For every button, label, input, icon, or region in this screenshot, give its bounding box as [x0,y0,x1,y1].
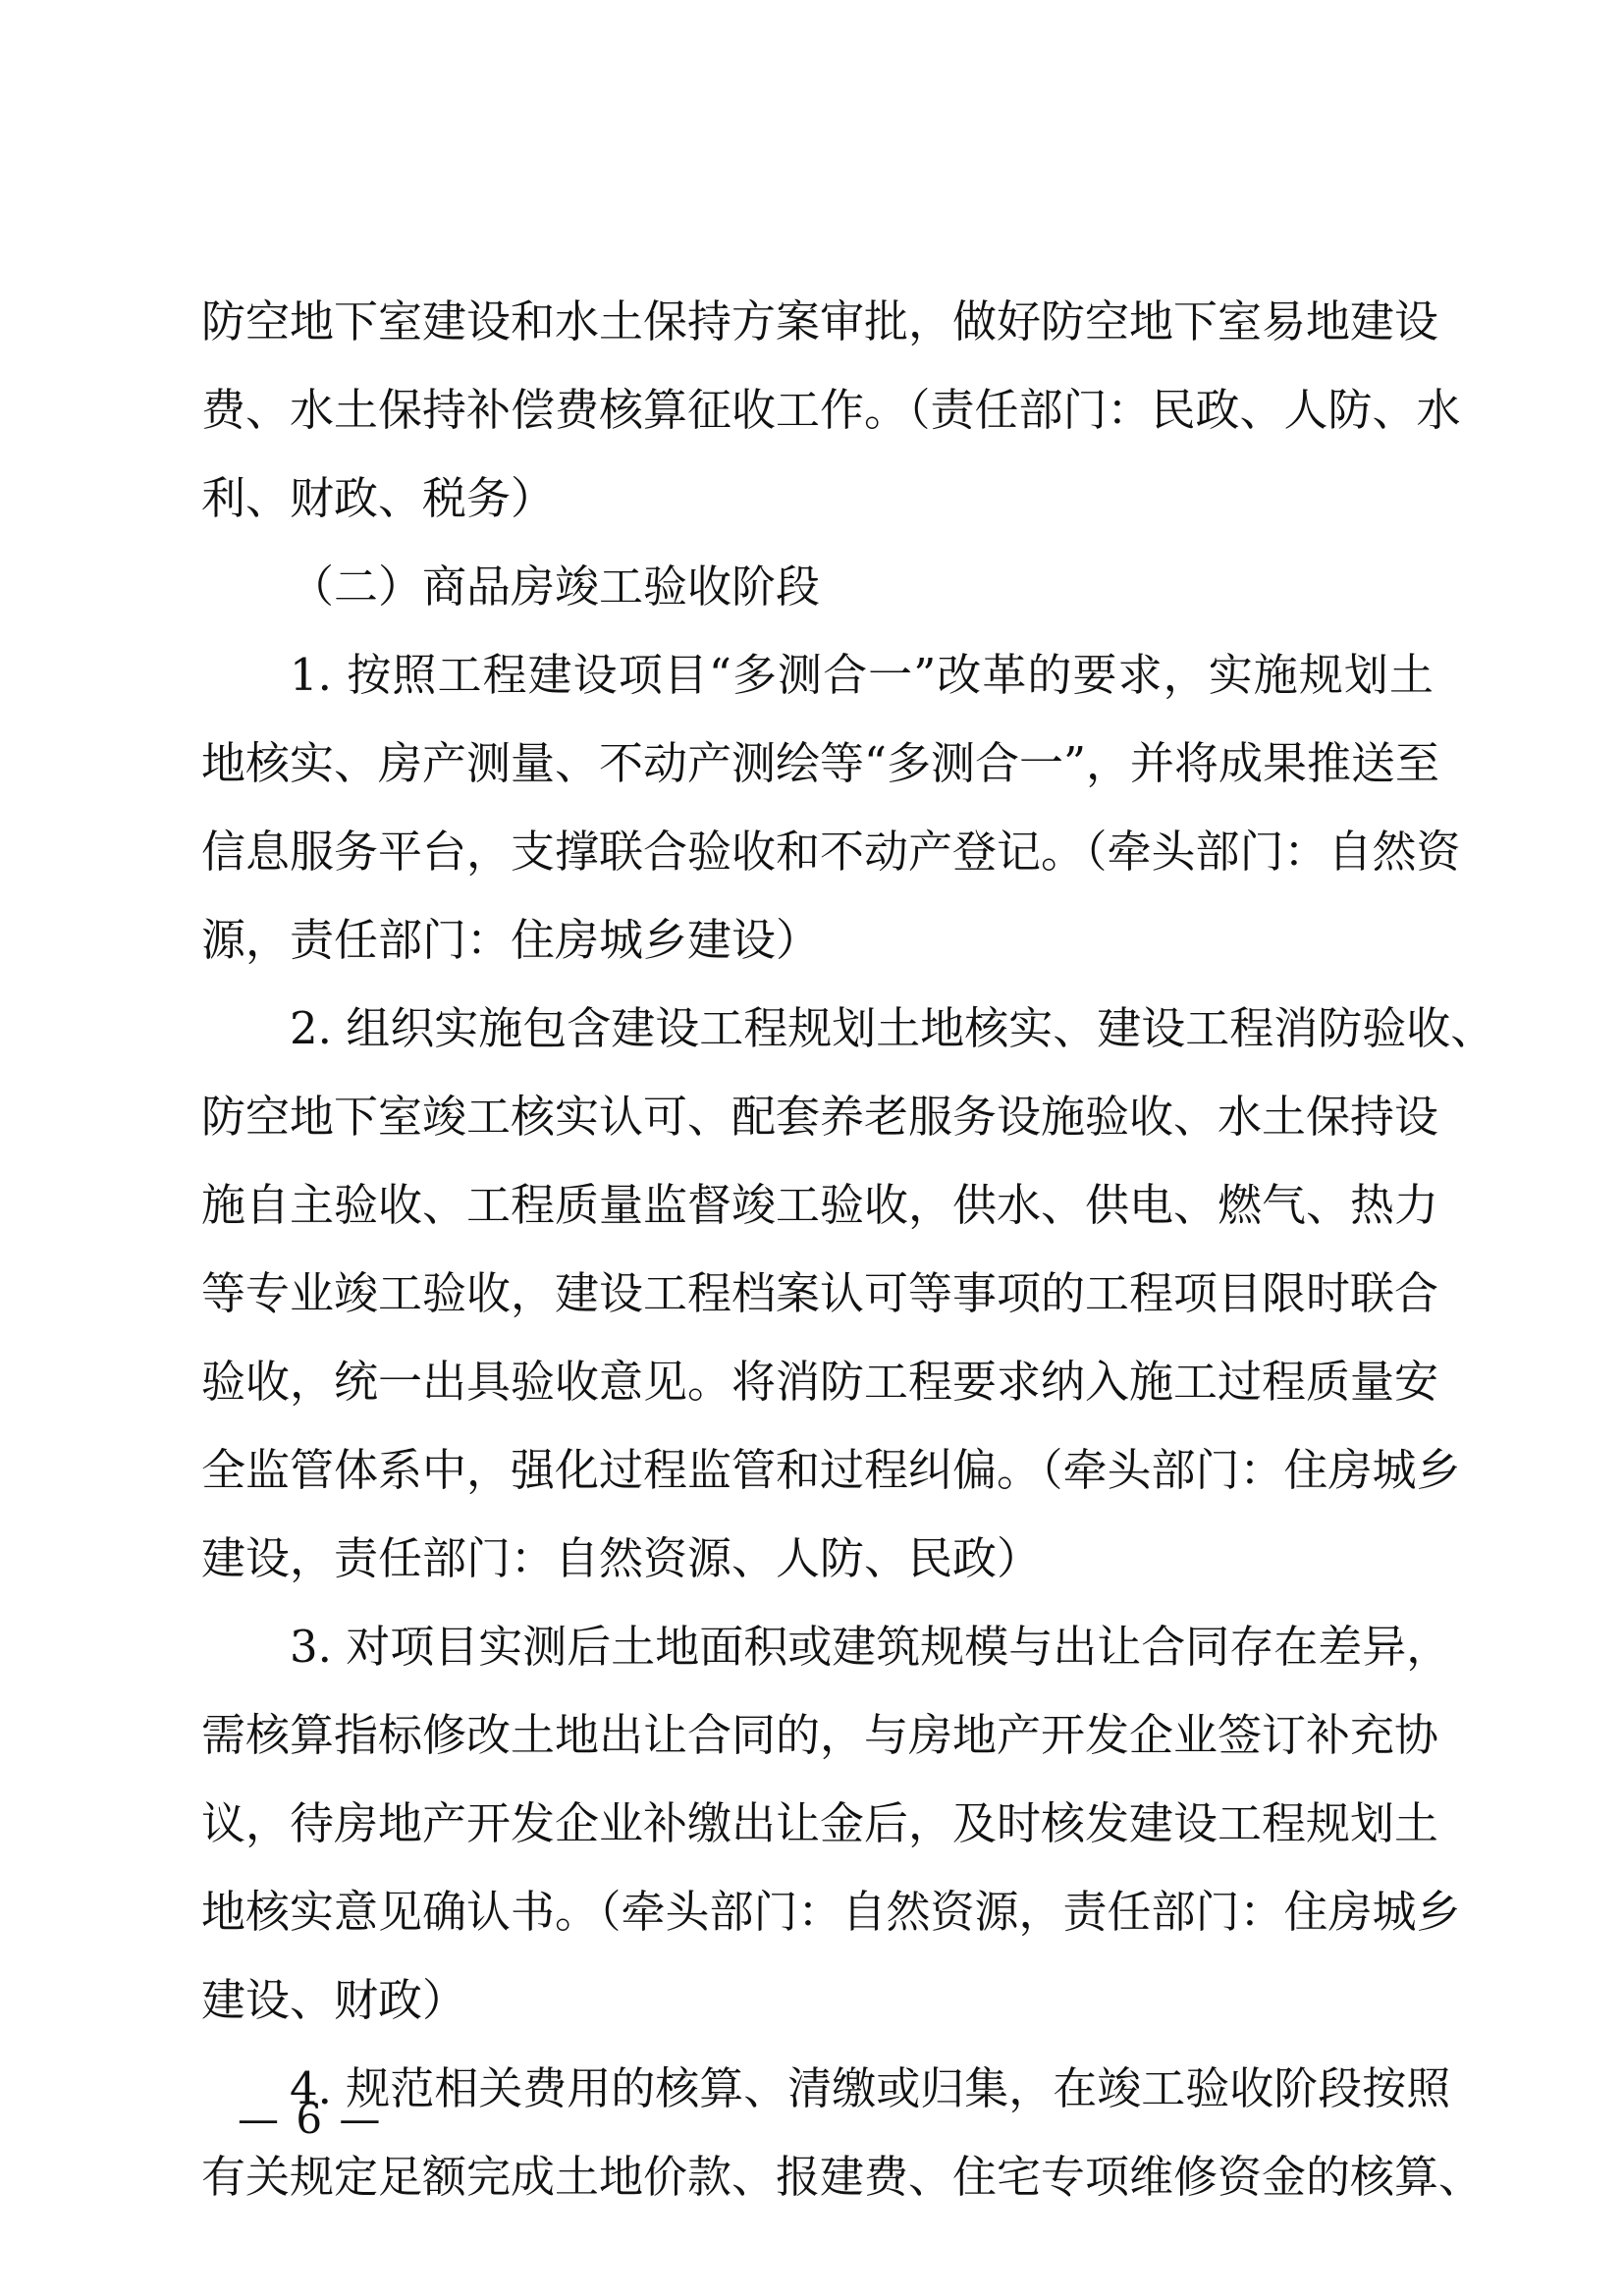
text-line: 防空地下室竣工核实认可、配套养老服务设施验收、水土保持设 [201,1091,1439,1143]
text-line: 有关规定足额完成土地价款、报建费、住宅专项维修资金的核算、 [201,2151,1484,2203]
text-line: 地核实意见确认书。（牵头部门：自然资源，责任部门：住房城乡 [201,1886,1461,1938]
section-heading [201,543,1434,631]
text-line: 源，责任部门：住房城乡建设） [201,914,821,966]
text-line: 2. 组织实施包含建设工程规划土地核实、建设工程消防验收、 [290,1002,1495,1054]
text-line: 建设、财政） [201,1974,467,2026]
text-line: 费、水土保持补偿费核算征收工作。（责任部门：民政、人防、水 [201,384,1461,436]
paragraph-item-4 [201,2045,1484,2221]
page-number: — 6 — [238,2095,383,2143]
paragraph-item-2 [201,985,1495,1603]
text-line: 施自主验收、工程质量监督竣工验收，供水、供电、燃气、热力 [201,1179,1439,1231]
document-body [201,278,1495,2221]
paragraph-item-1 [201,631,1461,985]
text-line: 3. 对项目实测后土地面积或建筑规模与出让合同存在差异， [290,1621,1451,1673]
text-line: 利、财政、税务） [201,472,556,524]
text-line: 信息服务平台，支撑联合验收和不动产登记。（牵头部门：自然资 [201,826,1461,878]
text-line: 等专业竣工验收，建设工程档案认可等事项的工程项目限时联合 [201,1267,1439,1319]
paragraph-item-3 [201,1603,1461,2045]
text-line: 全监管体系中，强化过程监管和过程纠偏。（牵头部门：住房城乡 [201,1444,1461,1496]
paragraph-continuation [201,278,1461,543]
text-line: 建设，责任部门：自然资源、人防、民政） [201,1532,1042,1584]
text-line: 地核实、房产测量、不动产测绘等“多测合一”，并将成果推送至 [201,737,1440,789]
text-line: 4. 规范相关费用的核算、清缴或归集，在竣工验收阶段按照 [290,2062,1451,2114]
text-line: 防空地下室建设和水土保持方案审批，做好防空地下室易地建设 [201,295,1439,347]
text-line: 议，待房地产开发企业补缴出让金后，及时核发建设工程规划土 [201,1797,1439,1849]
section-heading-text: （二）商品房竣工验收阶段 [290,561,821,613]
text-line: 需核算指标修改土地出让合同的，与房地产开发企业签订补充协 [201,1709,1439,1761]
text-line: 1. 按照工程建设项目“多测合一”改革的要求，实施规划土 [290,649,1434,701]
text-line: 验收，统一出具验收意见。将消防工程要求纳入施工过程质量安 [201,1356,1439,1408]
